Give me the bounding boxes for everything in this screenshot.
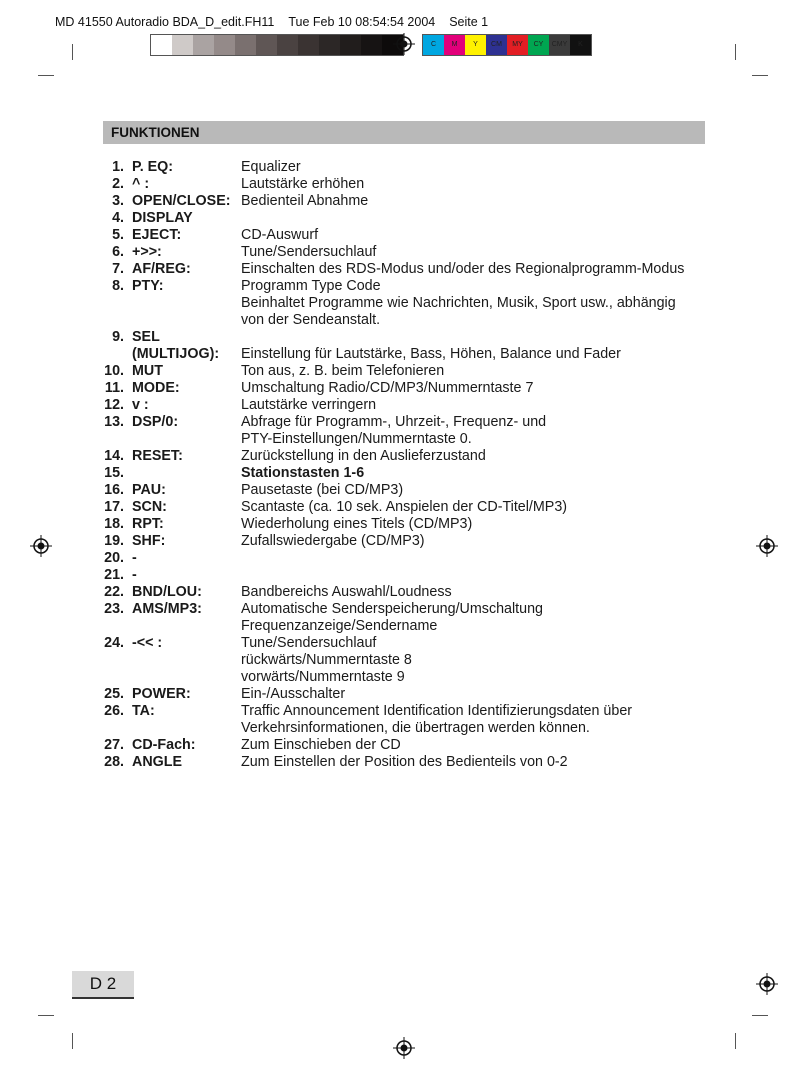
registration-mark-icon [756, 973, 778, 995]
registration-mark-icon [393, 33, 415, 55]
function-item [95, 261, 735, 278]
function-key: RPT: [132, 516, 164, 532]
crop-mark [38, 1015, 54, 1016]
function-description: Wiederholung eines Titels (CD/MP3) [241, 516, 473, 532]
function-number: 28. [104, 754, 124, 770]
crop-mark [752, 75, 768, 76]
function-item [95, 516, 735, 533]
function-description: Zurückstellung in den Auslieferzustand [241, 448, 486, 464]
function-description: Equalizer [241, 159, 301, 175]
gray-calibration-strip [150, 34, 404, 56]
function-item [95, 550, 735, 567]
function-number: 12. [104, 397, 124, 413]
function-item [95, 703, 735, 737]
function-item [95, 397, 735, 414]
function-item [95, 176, 735, 193]
function-key: ^ : [132, 176, 150, 192]
function-number: 2. [112, 176, 124, 192]
print-doc-name: MD 41550 Autoradio BDA_D_edit.FH11 [55, 15, 275, 29]
function-key: PTY: [132, 278, 164, 294]
function-item [95, 584, 735, 601]
function-key: SEL (MULTIJOG): [132, 329, 220, 362]
function-item [95, 210, 735, 227]
function-description: Umschaltung Radio/CD/MP3/Nummerntaste 7 [241, 380, 534, 396]
function-key: POWER: [132, 686, 191, 702]
function-item [95, 278, 735, 329]
crop-mark [735, 1033, 736, 1049]
function-key: SHF: [132, 533, 166, 549]
print-header [55, 15, 502, 29]
function-item [95, 363, 735, 380]
color-swatch: CMY [549, 35, 570, 55]
function-description [241, 210, 735, 227]
gray-swatch [151, 35, 172, 55]
function-list [95, 159, 735, 771]
function-number: 15. [104, 465, 124, 481]
function-item [95, 533, 735, 550]
function-item [95, 686, 735, 703]
function-number: 5. [112, 227, 124, 243]
function-description: Tune/Sendersuchlauf rückwärts/Nummerntaste 8 vorwärts/Nummerntaste 9 [241, 635, 412, 685]
function-description: Ein-/Ausschalter [241, 686, 346, 702]
function-description: Pausetaste (bei CD/MP3) [241, 482, 404, 498]
registration-mark-icon [756, 535, 778, 557]
function-key: DISPLAY [132, 210, 193, 226]
function-number: 14. [104, 448, 124, 464]
function-number: 16. [104, 482, 124, 498]
color-swatch: K [570, 35, 591, 55]
function-number: 9. [112, 329, 124, 345]
function-key: P. EQ: [132, 159, 174, 175]
section-header-bar [103, 121, 705, 144]
function-number: 4. [112, 210, 124, 226]
function-item [95, 448, 735, 465]
function-item [95, 567, 735, 584]
function-number: 25. [104, 686, 124, 702]
function-key: RESET: [132, 448, 183, 464]
function-description [241, 567, 735, 584]
function-description: Traffic Announcement Identification Identifizierungsdaten über Verkehrsinformationen, die übertragen werden können. [241, 703, 633, 736]
function-number: 6. [112, 244, 124, 260]
function-number: 27. [104, 737, 124, 753]
function-item [95, 635, 735, 686]
function-description: Bedienteil Abnahme [241, 193, 369, 209]
gray-swatch [277, 35, 298, 55]
function-description: Abfrage für Programm-, Uhrzeit-, Frequenz- und PTY-Einstellungen/Nummerntaste 0. [241, 414, 547, 447]
function-item [95, 193, 735, 210]
function-number: 21. [104, 567, 124, 583]
gray-swatch [256, 35, 277, 55]
function-number: 23. [104, 601, 124, 617]
gray-swatch [319, 35, 340, 55]
registration-mark-icon [393, 1037, 415, 1059]
function-number: 3. [112, 193, 124, 209]
function-number: 24. [104, 635, 124, 651]
function-item [95, 244, 735, 261]
function-item [95, 482, 735, 499]
function-key [132, 465, 241, 482]
function-item [95, 465, 735, 482]
print-timestamp: Tue Feb 10 08:54:54 2004 [288, 15, 436, 29]
function-description: Zum Einschieben der CD [241, 737, 401, 753]
crop-mark [735, 44, 736, 60]
function-description: CD-Auswurf [241, 227, 319, 243]
function-description: Einstellung für Lautstärke, Bass, Höhen, Balance und Fader [241, 346, 621, 362]
function-number: 8. [112, 278, 124, 294]
function-key: SCN: [132, 499, 167, 515]
color-swatch: M [444, 35, 465, 55]
function-number: 26. [104, 703, 124, 719]
function-item [95, 227, 735, 244]
function-item [95, 754, 735, 771]
function-number: 19. [104, 533, 124, 549]
function-number: 1. [112, 159, 124, 175]
function-description: Stationstasten 1-6 [241, 465, 365, 481]
gray-swatch [172, 35, 193, 55]
function-key: BND/LOU: [132, 584, 202, 600]
crop-mark [72, 1033, 73, 1049]
registration-mark-icon [30, 535, 52, 557]
gray-swatch [298, 35, 319, 55]
gray-swatch [214, 35, 235, 55]
color-swatch: CM [486, 35, 507, 55]
function-key: CD-Fach: [132, 737, 196, 753]
function-description: Tune/Sendersuchlauf [241, 244, 377, 260]
function-description: Zum Einstellen der Position des Bedienteils von 0-2 [241, 754, 568, 770]
color-swatch: CY [528, 35, 549, 55]
function-item [95, 737, 735, 754]
function-number: 7. [112, 261, 124, 277]
gray-swatch [193, 35, 214, 55]
function-item [95, 499, 735, 516]
function-description: Lautstärke erhöhen [241, 176, 365, 192]
function-item [95, 380, 735, 397]
function-description: Programm Type Code Beinhaltet Programme wie Nachrichten, Musik, Sport usw., abhängig von der Sendeanstalt. [241, 278, 676, 328]
function-number: 22. [104, 584, 124, 600]
section-title: FUNKTIONEN [111, 125, 200, 140]
gray-swatch [235, 35, 256, 55]
function-description: Zufallswiedergabe (CD/MP3) [241, 533, 425, 549]
function-key: EJECT: [132, 227, 182, 243]
function-item [95, 601, 735, 635]
function-description [241, 550, 735, 567]
function-key: MUT [132, 363, 163, 379]
function-key: AF/REG: [132, 261, 191, 277]
crop-mark [38, 75, 54, 76]
function-key: AMS/MP3: [132, 601, 202, 617]
function-key: +>>: [132, 244, 162, 260]
function-key: - [132, 567, 137, 583]
color-swatch: C [423, 35, 444, 55]
function-key: PAU: [132, 482, 166, 498]
function-number: 10. [104, 363, 124, 379]
function-description: Scantaste (ca. 10 sek. Anspielen der CD-Titel/MP3) [241, 499, 568, 515]
function-item [95, 414, 735, 448]
function-key: ANGLE [132, 754, 183, 770]
function-number: 18. [104, 516, 124, 532]
function-key: TA: [132, 703, 155, 719]
function-key: - [132, 550, 137, 566]
function-key: MODE: [132, 380, 180, 396]
page-number-label: D 2 [72, 971, 134, 999]
function-description: Automatische Senderspeicherung/Umschaltung Frequenzanzeige/Sendername [241, 601, 543, 634]
function-description: Einschalten des RDS-Modus und/oder des Regionalprogramm-Modus [241, 261, 685, 277]
function-item [95, 159, 735, 176]
function-description: Lautstärke verringern [241, 397, 377, 413]
function-description: Bandbereichs Auswahl/Loudness [241, 584, 452, 600]
function-key: DSP/0: [132, 414, 179, 430]
gray-swatch [340, 35, 361, 55]
color-calibration-strip [422, 34, 592, 56]
function-number: 13. [104, 414, 124, 430]
color-swatch: Y [465, 35, 486, 55]
function-key: OPEN/CLOSE: [132, 193, 231, 209]
crop-mark [72, 44, 73, 60]
function-key: -<< : [132, 635, 163, 651]
crop-mark [752, 1015, 768, 1016]
function-number: 11. [104, 380, 124, 396]
function-description: Ton aus, z. B. beim Telefonieren [241, 363, 445, 379]
function-number: 20. [104, 550, 124, 566]
gray-swatch [361, 35, 382, 55]
print-page: Seite 1 [449, 15, 489, 29]
color-swatch: MY [507, 35, 528, 55]
function-item [95, 329, 735, 363]
function-number: 17. [104, 499, 124, 515]
function-key: v : [132, 397, 149, 413]
